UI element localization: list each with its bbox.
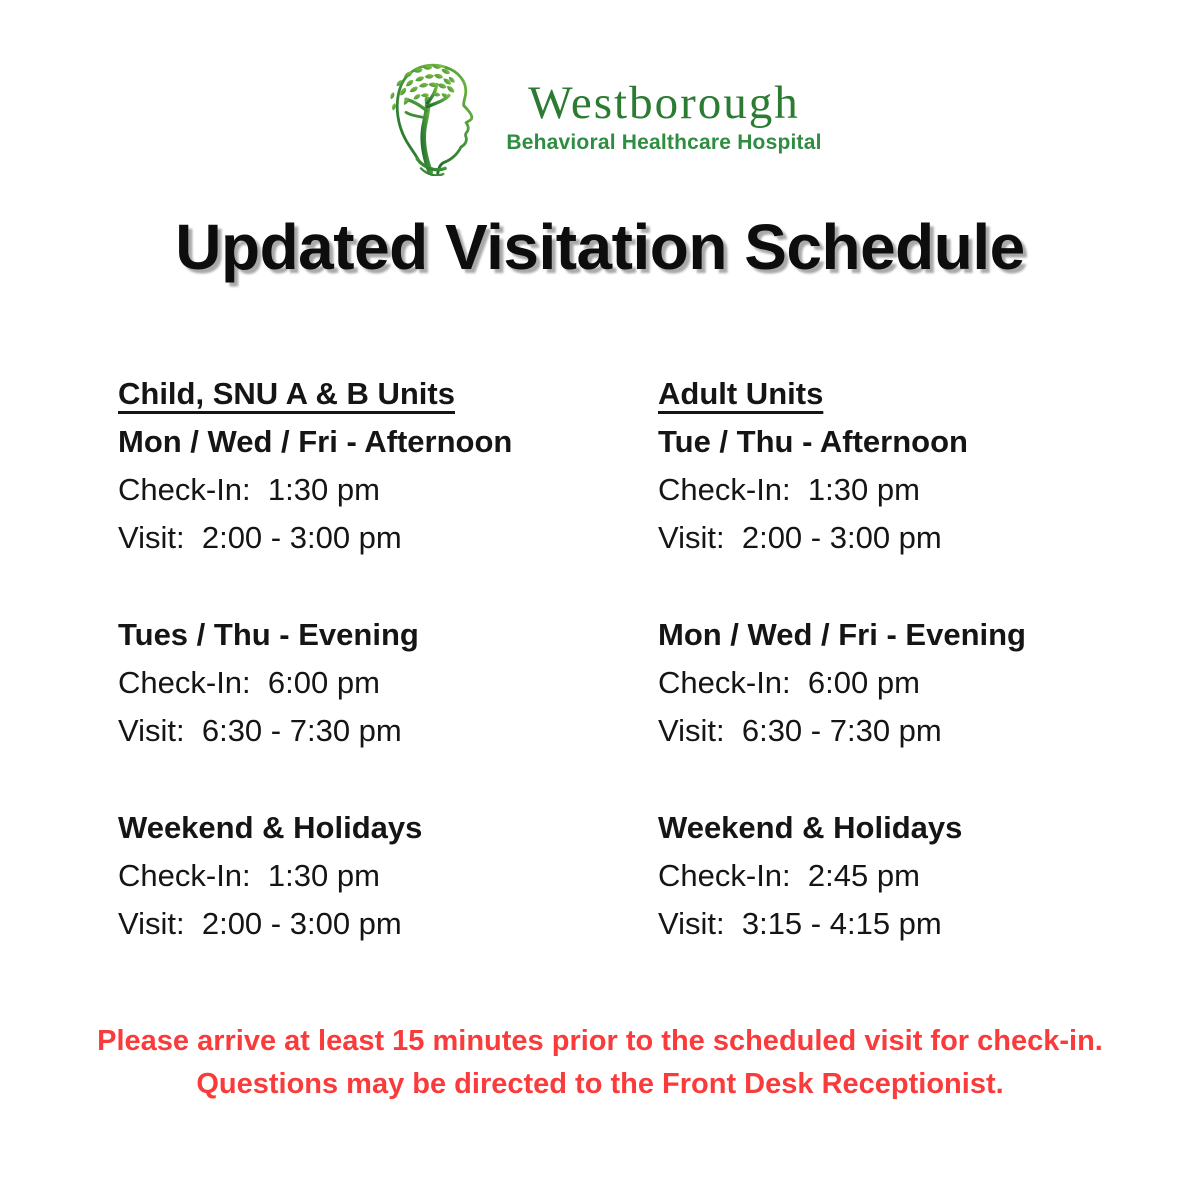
unit-header: Child, SNU A & B Units	[118, 376, 455, 411]
session-checkin: Check-In: 6:00 pm	[118, 665, 380, 700]
session-visit: Visit: 2:00 - 3:00 pm	[658, 520, 942, 555]
session-checkin: Check-In: 1:30 pm	[118, 858, 380, 893]
column-child-snu-units	[118, 370, 658, 948]
session-day: Tues / Thu - Evening	[118, 617, 419, 652]
session-visit: Visit: 2:00 - 3:00 pm	[118, 906, 402, 941]
session-block	[118, 418, 658, 562]
column-adult-units	[658, 370, 1200, 948]
session-visit: Visit: 6:30 - 7:30 pm	[118, 713, 402, 748]
session-day: Weekend & Holidays	[658, 810, 963, 845]
session-day: Mon / Wed / Fri - Evening	[658, 617, 1026, 652]
session-block	[658, 611, 1200, 755]
session-block	[658, 804, 1200, 948]
session-visit: Visit: 3:15 - 4:15 pm	[658, 906, 942, 941]
head-with-tree-logo-icon	[378, 58, 490, 176]
session-block	[118, 611, 658, 755]
session-visit: Visit: 2:00 - 3:00 pm	[118, 520, 402, 555]
session-checkin: Check-In: 1:30 pm	[118, 472, 380, 507]
unit-header: Adult Units	[658, 376, 824, 411]
brand-header	[0, 0, 1200, 176]
arrival-notice	[0, 1020, 1200, 1106]
session-checkin: Check-In: 1:30 pm	[658, 472, 920, 507]
brand-name: Westborough	[528, 76, 800, 129]
page-title: Updated Visitation Schedule	[175, 211, 1025, 283]
session-checkin: Check-In: 2:45 pm	[658, 858, 920, 893]
session-block	[118, 804, 658, 948]
brand-tagline: Behavioral Healthcare Hospital	[506, 131, 822, 155]
session-block	[658, 418, 1200, 562]
session-day: Weekend & Holidays	[118, 810, 423, 845]
brand-text	[506, 76, 822, 155]
notice-line-2: Questions may be directed to the Front Desk Receptionist.	[196, 1068, 1004, 1100]
session-visit: Visit: 6:30 - 7:30 pm	[658, 713, 942, 748]
schedule-columns	[0, 370, 1200, 948]
notice-line-1: Please arrive at least 15 minutes prior to the scheduled visit for check-in.	[97, 1025, 1103, 1057]
session-checkin: Check-In: 6:00 pm	[658, 665, 920, 700]
session-day: Tue / Thu - Afternoon	[658, 424, 968, 459]
session-day: Mon / Wed / Fri - Afternoon	[118, 424, 513, 459]
